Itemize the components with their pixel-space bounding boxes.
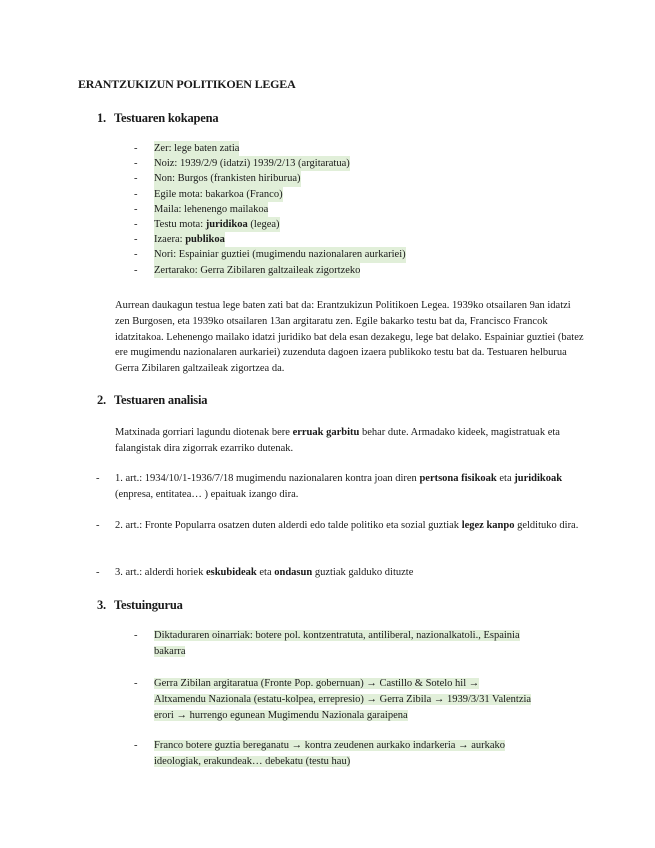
bullet-dash: - (96, 473, 100, 484)
list-item-text: Egile mota: bakarkoa (Franco) (154, 187, 283, 202)
section-heading-2 (97, 393, 207, 408)
article-2 (96, 518, 586, 534)
section-heading-3 (97, 598, 183, 613)
bullet-dash: - (134, 173, 138, 185)
section-number: 2. (97, 393, 106, 407)
list-item-text: Izaera: publikoa (154, 232, 225, 247)
bullet-dash: - (134, 740, 138, 751)
bullet-dash: - (96, 567, 100, 578)
bullet-dash: - (134, 249, 138, 261)
article-1 (96, 471, 586, 503)
bullet-dash: - (134, 630, 138, 641)
kokapena-paragraph: Aurrean daukagun testua lege baten zati bat da: Erantzukizun Politikoen Legea. 1939ko otsailaren 9an idatzi zen Burgosen, eta 1939ko otsailaren 13an argitaratu zen. Egile bakarko testu bat da, Francisco Francok idatzitakoa. Lehenengo mailako idatzi juridiko bat dela esan dezakegu, lege bat delako. Espainiar guztiei (batez ere mugimendu nazionalaren aurkariei) zuzenduta dagoen izaera publikoko testu bat da. Testuaren helburua Gerra Zibilaren galtzaileak zigortzea da. (115, 300, 584, 375)
context-item (134, 628, 586, 660)
list-item-text: Zer: lege baten zatia (154, 141, 239, 156)
context-text: Gerra Zibilan argitaratua (Fronte Pop. gobernuan) → Castillo & Sotelo hil → Altxamendu Nazionala (estatu-kolpea, errepresio) → Gerra Zibila → 1939/3/31 Valentzia erori → hurrengo egunean Mugimendu Nazionala garaipena (154, 678, 532, 721)
bullet-dash: - (134, 678, 138, 689)
bullet-dash: - (134, 234, 138, 246)
bullet-dash: - (134, 203, 138, 215)
list-item-text: Nori: Espainiar guztiei (mugimendu nazionalaren aurkariei) (154, 247, 406, 262)
section-title: Testuaren analisia (114, 393, 208, 407)
analisia-intro: Matxinada gorriari lagundu diotenak bere erruak garbitu behar dute. Armadako kideek, magistratuak eta falangistak dira zigorrak ezarriko dutenak. (115, 427, 560, 454)
section-number: 3. (97, 598, 106, 612)
bullet-dash: - (134, 158, 138, 170)
list-item-text: Zertarako: Gerra Zibilaren galtzaileak zigortzeko (154, 263, 360, 278)
list-item-text: Testu mota: juridikoa (legea) (154, 217, 280, 232)
article-text: 1. art.: 1934/10/1-1936/7/18 mugimendu nazionalaren kontra joan diren pertsona fisikoak eta juridikoak (enpresa, entitatea… ) epaituak izango dira. (115, 473, 563, 500)
section-number: 1. (97, 111, 106, 125)
article-text: 2. art.: Fronte Popularra osatzen duten alderdi edo talde politiko eta sozial guztiak legez kanpo geldituko dira. (115, 520, 579, 531)
article-3 (96, 565, 586, 581)
bullet-dash: - (134, 264, 138, 276)
context-text: Diktaduraren oinarriak: botere pol. kontzentratuta, antiliberal, nazionalkatoli., Espainia bakarra (154, 630, 520, 657)
list-item-text: Maila: lehenengo mailakoa (154, 202, 268, 217)
bullet-dash: - (96, 520, 100, 531)
bullet-dash: - (134, 188, 138, 200)
context-text: Franco botere guztia bereganatu → kontra zeudenen aurkako indarkeria → aurkako ideologiak, erakundeak… debekatu (testu hau) (154, 740, 506, 767)
section-title: Testuaren kokapena (114, 111, 219, 125)
section-title: Testuingurua (114, 598, 183, 612)
document-title: ERANTZUKIZUN POLITIKOEN LEGEA (78, 77, 296, 91)
bullet-dash: - (134, 143, 138, 154)
context-item (134, 738, 586, 770)
context-item (134, 676, 586, 724)
list-item-text: Non: Burgos (frankisten hiriburua) (154, 171, 301, 186)
section-heading-1 (97, 111, 218, 126)
bullet-dash: - (134, 218, 138, 230)
article-text: 3. art.: alderdi horiek eskubideak eta ondasun guztiak galduko dituzte (115, 567, 414, 578)
list-item-text: Noiz: 1939/2/9 (idatzi) 1939/2/13 (argitaratua) (154, 156, 350, 171)
